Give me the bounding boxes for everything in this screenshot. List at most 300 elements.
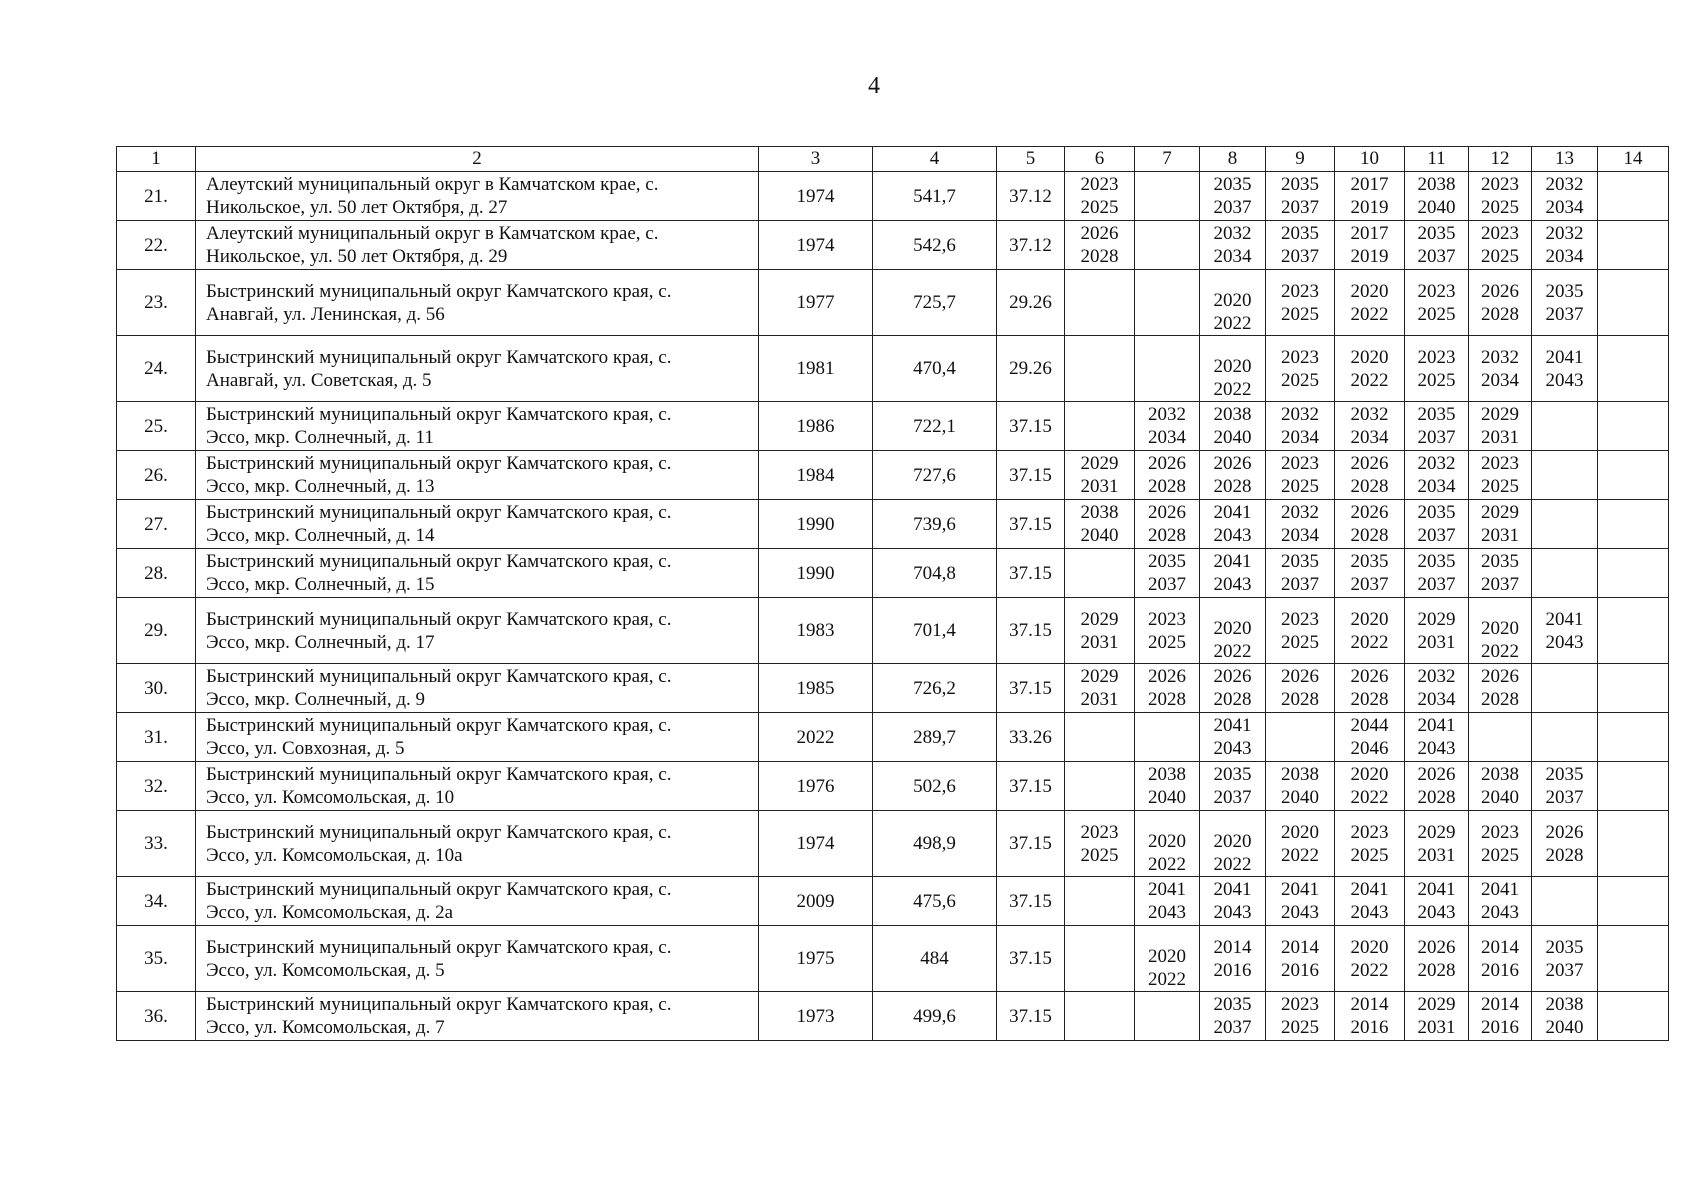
row-number: 32. <box>117 762 196 811</box>
period-cell-col-6 <box>1065 500 1135 549</box>
period-years <box>1335 346 1404 392</box>
column-header-2: 2 <box>196 147 759 172</box>
period-start-year: 2020 <box>1281 821 1319 843</box>
period-start-year: 2041 <box>1481 879 1519 900</box>
period-years <box>1335 763 1404 809</box>
period-years <box>1335 550 1404 596</box>
period-cell-col-14 <box>1598 926 1669 992</box>
address-cell <box>196 598 759 664</box>
table-row <box>117 713 1669 762</box>
period-start-year: 2026 <box>1481 280 1519 302</box>
period-end-year: 2040 <box>1281 787 1319 808</box>
period-start-year: 2020 <box>1350 346 1389 368</box>
period-start-year: 2035 <box>1417 502 1456 523</box>
period-end-year: 2025 <box>1080 844 1119 866</box>
period-years <box>1405 878 1468 924</box>
period-end-year: 2037 <box>1417 574 1456 595</box>
period-cell-col-11 <box>1405 762 1469 811</box>
period-cell-col-13 <box>1532 664 1598 713</box>
period-cell-col-8 <box>1200 762 1266 811</box>
period-end-year: 2028 <box>1417 787 1456 808</box>
period-cell-col-11 <box>1405 877 1469 926</box>
period-start-year: 2035 <box>1417 551 1456 572</box>
build-year: 1984 <box>759 451 873 500</box>
period-years <box>1135 550 1199 596</box>
address-line: Быстринский муниципальный округ Камчатского края, с. <box>206 715 672 736</box>
period-start-year: 2038 <box>1417 174 1456 195</box>
period-start-year: 2029 <box>1417 608 1456 630</box>
area-value: 701,4 <box>873 598 997 664</box>
row-number: 33. <box>117 811 196 877</box>
period-start-year: 2023 <box>1148 608 1186 630</box>
address-cell <box>196 713 759 762</box>
area-value: 704,8 <box>873 549 997 598</box>
type-code: 37.15 <box>997 877 1065 926</box>
build-year: 1977 <box>759 270 873 336</box>
period-years <box>1266 878 1334 924</box>
period-start-year: 2038 <box>1545 994 1584 1015</box>
period-end-year: 2016 <box>1481 1017 1519 1038</box>
period-end-year: 2037 <box>1213 1017 1252 1038</box>
period-start-year: 2014 <box>1281 936 1319 958</box>
period-years <box>1469 665 1531 711</box>
period-years <box>1266 936 1334 982</box>
period-cell-col-14 <box>1598 664 1669 713</box>
period-years <box>1335 665 1404 711</box>
period-start-year: 2023 <box>1281 608 1319 630</box>
row-number: 25. <box>117 402 196 451</box>
address-line: Быстринский муниципальный округ Камчатского края, с. <box>206 821 672 843</box>
period-years <box>1266 550 1334 596</box>
period-start-year: 2026 <box>1417 936 1456 958</box>
period-cell-col-11 <box>1405 598 1469 664</box>
period-years <box>1135 452 1199 498</box>
period-years <box>1335 403 1404 449</box>
period-years <box>1266 821 1334 867</box>
period-cell-col-8 <box>1200 992 1266 1041</box>
period-cell-col-8 <box>1200 598 1266 664</box>
period-years <box>1335 714 1404 760</box>
page-number: 4 <box>868 73 880 99</box>
table-row <box>117 598 1669 664</box>
period-end-year: 2022 <box>1350 369 1389 391</box>
address-line: Алеутский муниципальный округ в Камчатском крае, с. <box>206 174 659 195</box>
period-start-year: 2032 <box>1350 404 1389 425</box>
area-value: 541,7 <box>873 172 997 221</box>
period-start-year: 2029 <box>1417 821 1456 843</box>
address-line: Быстринский муниципальный округ Камчатского края, с. <box>206 936 672 958</box>
address-cell <box>196 221 759 270</box>
period-start-year: 2029 <box>1481 502 1519 523</box>
column-header-8: 8 <box>1200 147 1266 172</box>
period-cell-col-9 <box>1266 549 1335 598</box>
period-years <box>1469 501 1531 547</box>
period-start-year: 2020 <box>1481 617 1519 639</box>
period-cell-col-14 <box>1598 598 1669 664</box>
period-cell-col-13 <box>1532 451 1598 500</box>
build-year: 1975 <box>759 926 873 992</box>
period-end-year: 2037 <box>1350 574 1389 595</box>
period-cell-col-6 <box>1065 926 1135 992</box>
period-end-year: 2040 <box>1148 787 1186 808</box>
period-start-year: 2020 <box>1350 764 1389 785</box>
period-cell-col-8 <box>1200 877 1266 926</box>
address-cell <box>196 877 759 926</box>
area-value: 470,4 <box>873 336 997 402</box>
period-cell-col-12 <box>1469 762 1532 811</box>
period-end-year: 2037 <box>1545 959 1584 981</box>
type-code: 33.26 <box>997 713 1065 762</box>
period-years <box>1266 993 1334 1039</box>
period-years <box>1135 927 1199 991</box>
period-cell-col-9 <box>1266 336 1335 402</box>
period-start-year: 2035 <box>1545 280 1584 302</box>
period-start-year: 2014 <box>1350 994 1389 1015</box>
period-start-year: 2026 <box>1417 764 1456 785</box>
period-start-year: 2023 <box>1080 174 1119 195</box>
area-value: 499,6 <box>873 992 997 1041</box>
build-year: 1976 <box>759 762 873 811</box>
period-years <box>1469 878 1531 924</box>
type-code: 37.15 <box>997 811 1065 877</box>
period-cell-col-8 <box>1200 451 1266 500</box>
period-years <box>1200 599 1265 663</box>
address-cell <box>196 926 759 992</box>
period-years <box>1532 993 1597 1039</box>
address-line: Быстринский муниципальный округ Камчатского края, с. <box>206 994 672 1015</box>
period-cell-col-6 <box>1065 762 1135 811</box>
period-end-year: 2022 <box>1281 844 1319 866</box>
area-value: 484 <box>873 926 997 992</box>
period-end-year: 2028 <box>1213 689 1252 710</box>
period-cell-col-7 <box>1135 172 1200 221</box>
period-years <box>1065 665 1134 711</box>
period-cell-col-11 <box>1405 992 1469 1041</box>
period-years <box>1532 173 1597 219</box>
address-line: Эссо, ул. Комсомольская, д. 10 <box>206 787 455 808</box>
address-cell <box>196 549 759 598</box>
period-years <box>1266 222 1334 268</box>
address-cell <box>196 270 759 336</box>
period-cell-col-13 <box>1532 270 1598 336</box>
column-header-11: 11 <box>1405 147 1469 172</box>
period-cell-col-14 <box>1598 762 1669 811</box>
period-start-year: 2035 <box>1417 223 1456 244</box>
period-years <box>1135 878 1199 924</box>
row-number: 26. <box>117 451 196 500</box>
period-end-year: 2037 <box>1281 246 1319 267</box>
period-years <box>1532 280 1597 326</box>
build-year: 1986 <box>759 402 873 451</box>
period-start-year: 2026 <box>1281 666 1319 687</box>
period-cell-col-7 <box>1135 451 1200 500</box>
period-cell-col-11 <box>1405 811 1469 877</box>
period-years <box>1469 821 1531 867</box>
period-start-year: 2038 <box>1080 502 1119 523</box>
period-cell-col-9 <box>1266 664 1335 713</box>
address-cell <box>196 664 759 713</box>
period-start-year: 2035 <box>1213 174 1252 195</box>
period-cell-col-13 <box>1532 713 1598 762</box>
column-header-14: 14 <box>1598 147 1669 172</box>
period-start-year: 2038 <box>1148 764 1186 785</box>
period-years <box>1335 452 1404 498</box>
period-years <box>1532 821 1597 867</box>
period-end-year: 2022 <box>1213 312 1252 334</box>
period-end-year: 2034 <box>1148 427 1186 448</box>
period-start-year: 2032 <box>1281 502 1319 523</box>
period-cell-col-13 <box>1532 336 1598 402</box>
column-header-10: 10 <box>1335 147 1405 172</box>
period-cell-col-10 <box>1335 926 1405 992</box>
period-cell-col-7 <box>1135 926 1200 992</box>
period-end-year: 2028 <box>1148 525 1186 546</box>
period-cell-col-6 <box>1065 336 1135 402</box>
build-year: 1974 <box>759 221 873 270</box>
row-number: 21. <box>117 172 196 221</box>
period-cell-col-13 <box>1532 811 1598 877</box>
period-cell-col-9 <box>1266 451 1335 500</box>
type-code: 29.26 <box>997 336 1065 402</box>
period-cell-col-12 <box>1469 926 1532 992</box>
type-code: 37.15 <box>997 451 1065 500</box>
address-cell <box>196 172 759 221</box>
period-cell-col-8 <box>1200 926 1266 992</box>
row-number: 34. <box>117 877 196 926</box>
period-years <box>1200 665 1265 711</box>
table-row <box>117 402 1669 451</box>
address-line: Эссо, мкр. Солнечный, д. 9 <box>206 689 426 710</box>
address-line: Эссо, мкр. Солнечный, д. 13 <box>206 476 435 497</box>
period-cell-col-10 <box>1335 762 1405 811</box>
type-code: 37.15 <box>997 598 1065 664</box>
period-start-year: 2029 <box>1080 608 1119 630</box>
period-years <box>1200 271 1265 335</box>
period-cell-col-10 <box>1335 270 1405 336</box>
address-line: Алеутский муниципальный округ в Камчатском крае, с. <box>206 223 659 244</box>
period-cell-col-6 <box>1065 402 1135 451</box>
period-cell-col-9 <box>1266 713 1335 762</box>
period-cell-col-7 <box>1135 713 1200 762</box>
period-start-year: 2041 <box>1148 879 1186 900</box>
row-number: 35. <box>117 926 196 992</box>
period-years <box>1200 550 1265 596</box>
period-cell-col-12 <box>1469 402 1532 451</box>
period-end-year: 2046 <box>1350 738 1389 759</box>
period-end-year: 2019 <box>1350 197 1389 218</box>
period-end-year: 2022 <box>1213 853 1252 875</box>
period-end-year: 2034 <box>1481 369 1519 391</box>
period-end-year: 2031 <box>1417 1017 1456 1038</box>
type-code: 37.15 <box>997 926 1065 992</box>
period-start-year: 2038 <box>1281 764 1319 785</box>
period-cell-col-7 <box>1135 270 1200 336</box>
period-cell-col-12 <box>1469 270 1532 336</box>
period-start-year: 2020 <box>1148 830 1186 852</box>
period-years <box>1532 346 1597 392</box>
period-end-year: 2040 <box>1417 197 1456 218</box>
period-cell-col-13 <box>1532 500 1598 549</box>
period-cell-col-14 <box>1598 451 1669 500</box>
period-years <box>1200 763 1265 809</box>
build-year: 1974 <box>759 811 873 877</box>
table-row <box>117 172 1669 221</box>
period-years <box>1065 173 1134 219</box>
type-code: 37.15 <box>997 500 1065 549</box>
period-years <box>1266 403 1334 449</box>
period-years <box>1469 173 1531 219</box>
period-end-year: 2025 <box>1350 844 1389 866</box>
period-cell-col-6 <box>1065 713 1135 762</box>
type-code: 37.15 <box>997 549 1065 598</box>
period-cell-col-13 <box>1532 877 1598 926</box>
period-cell-col-10 <box>1335 713 1405 762</box>
period-cell-col-14 <box>1598 877 1669 926</box>
period-cell-col-8 <box>1200 221 1266 270</box>
period-start-year: 2029 <box>1080 666 1119 687</box>
period-start-year: 2026 <box>1148 502 1186 523</box>
period-start-year: 2029 <box>1417 994 1456 1015</box>
column-header-7: 7 <box>1135 147 1200 172</box>
period-years <box>1469 936 1531 982</box>
period-start-year: 2026 <box>1350 453 1389 474</box>
period-cell-col-8 <box>1200 172 1266 221</box>
period-end-year: 2016 <box>1281 959 1319 981</box>
period-start-year: 2041 <box>1281 879 1319 900</box>
period-start-year: 2035 <box>1213 764 1252 785</box>
period-years <box>1135 665 1199 711</box>
period-end-year: 2025 <box>1481 197 1519 218</box>
period-start-year: 2020 <box>1350 936 1389 958</box>
row-number: 29. <box>117 598 196 664</box>
area-value: 502,6 <box>873 762 997 811</box>
area-value: 722,1 <box>873 402 997 451</box>
address-cell <box>196 811 759 877</box>
table-row <box>117 500 1669 549</box>
build-year: 1973 <box>759 992 873 1041</box>
period-start-year: 2041 <box>1213 715 1252 736</box>
period-cell-col-13 <box>1532 926 1598 992</box>
table-row <box>117 451 1669 500</box>
period-cell-col-11 <box>1405 664 1469 713</box>
period-end-year: 2025 <box>1481 844 1519 866</box>
period-start-year: 2020 <box>1213 355 1252 377</box>
period-end-year: 2037 <box>1281 574 1319 595</box>
period-cell-col-12 <box>1469 713 1532 762</box>
type-code: 37.15 <box>997 402 1065 451</box>
period-cell-col-6 <box>1065 451 1135 500</box>
address-line: Быстринский муниципальный округ Камчатского края, с. <box>206 608 672 630</box>
period-cell-col-9 <box>1266 926 1335 992</box>
period-start-year: 2044 <box>1350 715 1389 736</box>
period-years <box>1405 403 1468 449</box>
period-end-year: 2022 <box>1481 640 1519 662</box>
period-cell-col-8 <box>1200 270 1266 336</box>
period-start-year: 2035 <box>1417 404 1456 425</box>
period-years <box>1266 608 1334 654</box>
table-row <box>117 992 1669 1041</box>
period-start-year: 2041 <box>1545 346 1584 368</box>
period-start-year: 2041 <box>1417 879 1456 900</box>
period-start-year: 2020 <box>1350 608 1389 630</box>
address-line: Эссо, ул. Комсомольская, д. 2а <box>206 902 454 923</box>
period-end-year: 2034 <box>1545 197 1584 218</box>
period-years <box>1405 346 1468 392</box>
period-end-year: 2034 <box>1417 689 1456 710</box>
period-years <box>1405 665 1468 711</box>
period-start-year: 2026 <box>1213 666 1252 687</box>
period-cell-col-7 <box>1135 549 1200 598</box>
period-end-year: 2034 <box>1281 427 1319 448</box>
period-end-year: 2025 <box>1417 303 1456 325</box>
period-start-year: 2026 <box>1148 666 1186 687</box>
period-end-year: 2022 <box>1350 631 1389 653</box>
period-years <box>1266 452 1334 498</box>
period-start-year: 2020 <box>1213 617 1252 639</box>
period-years <box>1405 501 1468 547</box>
period-start-year: 2035 <box>1350 551 1389 572</box>
period-end-year: 2037 <box>1545 787 1584 808</box>
period-end-year: 2025 <box>1148 631 1186 653</box>
period-years <box>1469 993 1531 1039</box>
period-cell-col-12 <box>1469 221 1532 270</box>
period-start-year: 2032 <box>1481 346 1519 368</box>
period-cell-col-12 <box>1469 664 1532 713</box>
period-cell-col-12 <box>1469 877 1532 926</box>
header-row <box>117 147 1669 172</box>
period-start-year: 2023 <box>1281 346 1319 368</box>
column-header-1: 1 <box>117 147 196 172</box>
period-end-year: 2028 <box>1281 689 1319 710</box>
address-line: Никольское, ул. 50 лет Октября, д. 27 <box>206 197 508 218</box>
period-start-year: 2026 <box>1545 821 1584 843</box>
period-end-year: 2022 <box>1213 378 1252 400</box>
period-end-year: 2031 <box>1080 631 1119 653</box>
type-code: 37.15 <box>997 664 1065 713</box>
row-number: 30. <box>117 664 196 713</box>
period-cell-col-10 <box>1335 992 1405 1041</box>
period-years <box>1405 763 1468 809</box>
period-start-year: 2026 <box>1350 502 1389 523</box>
period-end-year: 2028 <box>1350 525 1389 546</box>
period-start-year: 2026 <box>1148 453 1186 474</box>
period-cell-col-13 <box>1532 402 1598 451</box>
period-start-year: 2020 <box>1213 830 1252 852</box>
period-years <box>1405 714 1468 760</box>
period-start-year: 2023 <box>1481 821 1519 843</box>
address-line: Быстринский муниципальный округ Камчатского края, с. <box>206 404 672 425</box>
column-header-6: 6 <box>1065 147 1135 172</box>
period-cell-col-7 <box>1135 221 1200 270</box>
period-cell-col-9 <box>1266 811 1335 877</box>
period-start-year: 2026 <box>1213 453 1252 474</box>
period-start-year: 2023 <box>1281 994 1319 1015</box>
period-start-year: 2020 <box>1350 280 1389 302</box>
period-end-year: 2040 <box>1545 1017 1584 1038</box>
period-years <box>1200 222 1265 268</box>
period-end-year: 2028 <box>1350 689 1389 710</box>
table-row <box>117 811 1669 877</box>
period-start-year: 2038 <box>1213 404 1252 425</box>
period-years <box>1469 346 1531 392</box>
period-cell-col-10 <box>1335 664 1405 713</box>
address-line: Анавгай, ул. Советская, д. 5 <box>206 369 432 391</box>
period-start-year: 2032 <box>1281 404 1319 425</box>
period-end-year: 2043 <box>1417 738 1456 759</box>
period-start-year: 2041 <box>1417 715 1456 736</box>
period-end-year: 2022 <box>1350 303 1389 325</box>
period-start-year: 2035 <box>1213 994 1252 1015</box>
